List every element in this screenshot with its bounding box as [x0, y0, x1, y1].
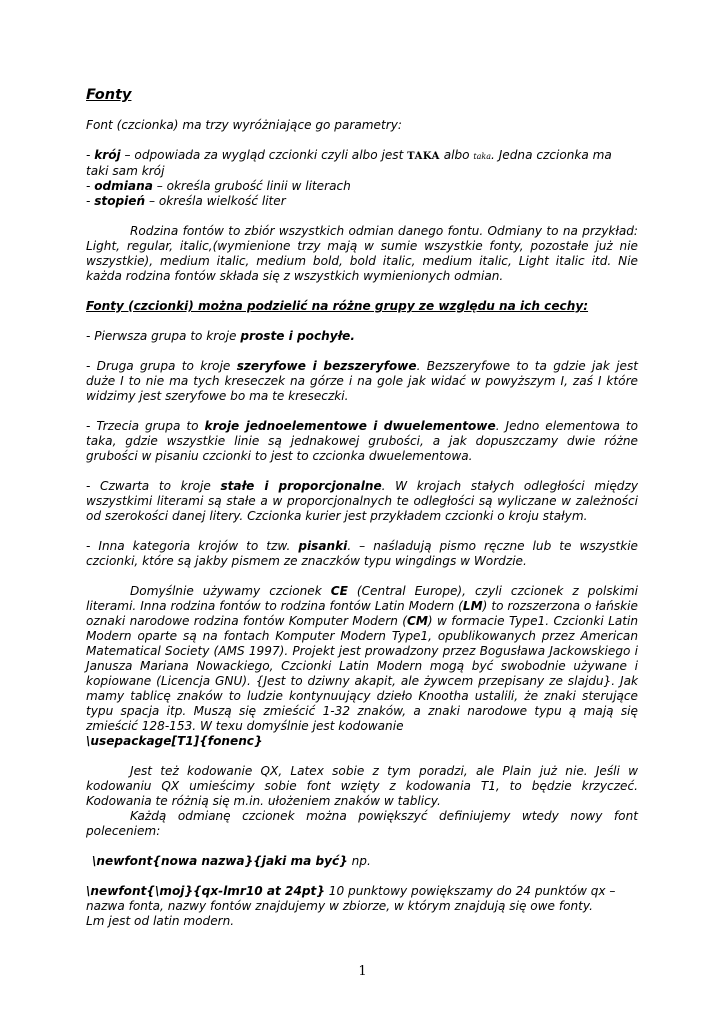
newfont-syntax: \newfont{nowa nazwa}{jaki ma być} np.	[92, 854, 371, 868]
group-1: - Pierwsza grupa to kroje proste i pochyłe.	[86, 329, 355, 343]
kroj-label: krój	[94, 148, 121, 162]
odmiana-label: odmiana	[94, 179, 153, 193]
taka-upper: TAKA	[407, 151, 440, 162]
family-paragraph: Rodzina fontów to zbiór wszystkich odmian danego fontu. Odmiany to na przykład: Light, regular, italic,(wymienione trzy mają w sumie wszystkie fonty, pozostałe już nie wszystkie), medium italic, medium bold, bold italic, medium italic, Light italic itd. Nie każda rodzina fontów składa się z wszystkich wymienionych odmian.	[86, 224, 638, 283]
param-stopien: - stopień – określa wielkość liter	[86, 194, 286, 208]
page-number: 1	[358, 964, 367, 979]
group-3: - Trzecia grupa to kroje jednoelementowe i dwuelementowe. Jedno elementowa to taka, gdzie wszystkie linie są jednakowej grubości, a jak dopuszczamy dwie różne grubości w pisaniu czcionki to jest to czcionka dwuelementowa.	[86, 419, 638, 463]
group-4: - Czwarta to kroje stałe i proporcjonalne. W krojach stałych odległości między wszystkimi literami są stałe a w proporcjonalnych te odległości są wyliczane w zależności od szerokości danej litery. Czcionka kurier jest przykładem czcionki o kroju stałym.	[86, 479, 638, 523]
group-5: - Inna kategoria krojów to tzw. pisanki. – naśladują pismo ręczne lub te wszystkie czcionki, które są jakby pismem ze znaczków typu wingdings w Wordzie.	[86, 539, 638, 568]
stopien-label: stopień	[94, 194, 146, 208]
param-odmiana: - odmiana – określa grubość linii w literach	[86, 179, 351, 193]
enlarge-paragraph: Każdą odmianę czcionek można powiększyć definiujemy wtedy nowy font poleceniem:	[86, 809, 638, 838]
page-title: Fonty	[86, 87, 132, 103]
param-kroj: - krój – odpowiada za wygląd czcionki czyli albo jest TAKA albo taka. Jedna czcionka ma taki sam krój	[86, 148, 612, 178]
newfont-example: \newfont{\moj}{qx-lmr10 at 24pt} 10 punktowy powiększamy do 24 punktów qx – nazwa fonta, nazwy fontów znajdujemy w zbiorze, w którym znajdują się owe fonty.	[86, 884, 616, 913]
intro-line: Font (czcionka) ma trzy wyróżniające go parametry:	[86, 118, 402, 132]
usepackage-command: \usepackage[T1]{fonenc}	[86, 734, 263, 748]
taka-lower: taka	[473, 152, 492, 161]
section-heading: Fonty (czcionki) można podzielić na różne grupy ze względu na ich cechy:	[86, 299, 589, 313]
qx-paragraph: Jest też kodowanie QX, Latex sobie z tym poradzi, ale Plain już nie. Jeśli w kodowaniu QX umieścimy sobie font wzięty z kodowania T1, to będzie krzyczeć. Kodowania te różnią się m.in. ułożeniem znaków w tablicy.	[86, 764, 638, 808]
default-fonts-paragraph: Domyślnie używamy czcionek CE (Central Europe), czyli czcionek z polskimi literami. Inna rodzina fontów to rodzina fontów Latin Modern (LM) to rozszerzona o łańskie oznaki narodowe rodzina fontów Komputer Modern (CM) w formacie Type1. Czcionki Latin Modern oparte są na fontach Komputer Modern Type1, opublikowanych przez American Matematical Society (AMS 1997). Projekt jest prowadzony przez Bogusława Jackowskiego i Janusza Mariana Nowackiego, Czcionki Latin Modern mogą być swobodnie używane i kopiowane (Licencja GNU). {Jest to dziwny akapit, ale żywcem przepisany ze slajdu}. Jak mamy tablicę znaków to ludzie kontynuujący dzieło Knootha ustalili, że znaki sterujące typu spacja itp. Muszą się zmieścić 1-32 znaków, a znaki narodowe typu ą mają się zmieścić 128-153. W texu domyślnie jest kodowanie	[86, 584, 639, 733]
lm-note: Lm jest od latin modern.	[86, 914, 235, 928]
group-2: - Druga grupa to kroje szeryfowe i bezszeryfowe. Bezszeryfowe to ta gdzie jak jest duże I to nie ma tych kreseczek na górze i na gole jak widać w powyższym I, zaś I które widzimy jest szeryfowe bo ma te kreseczki.	[86, 359, 638, 403]
document-body	[86, 88, 638, 929]
